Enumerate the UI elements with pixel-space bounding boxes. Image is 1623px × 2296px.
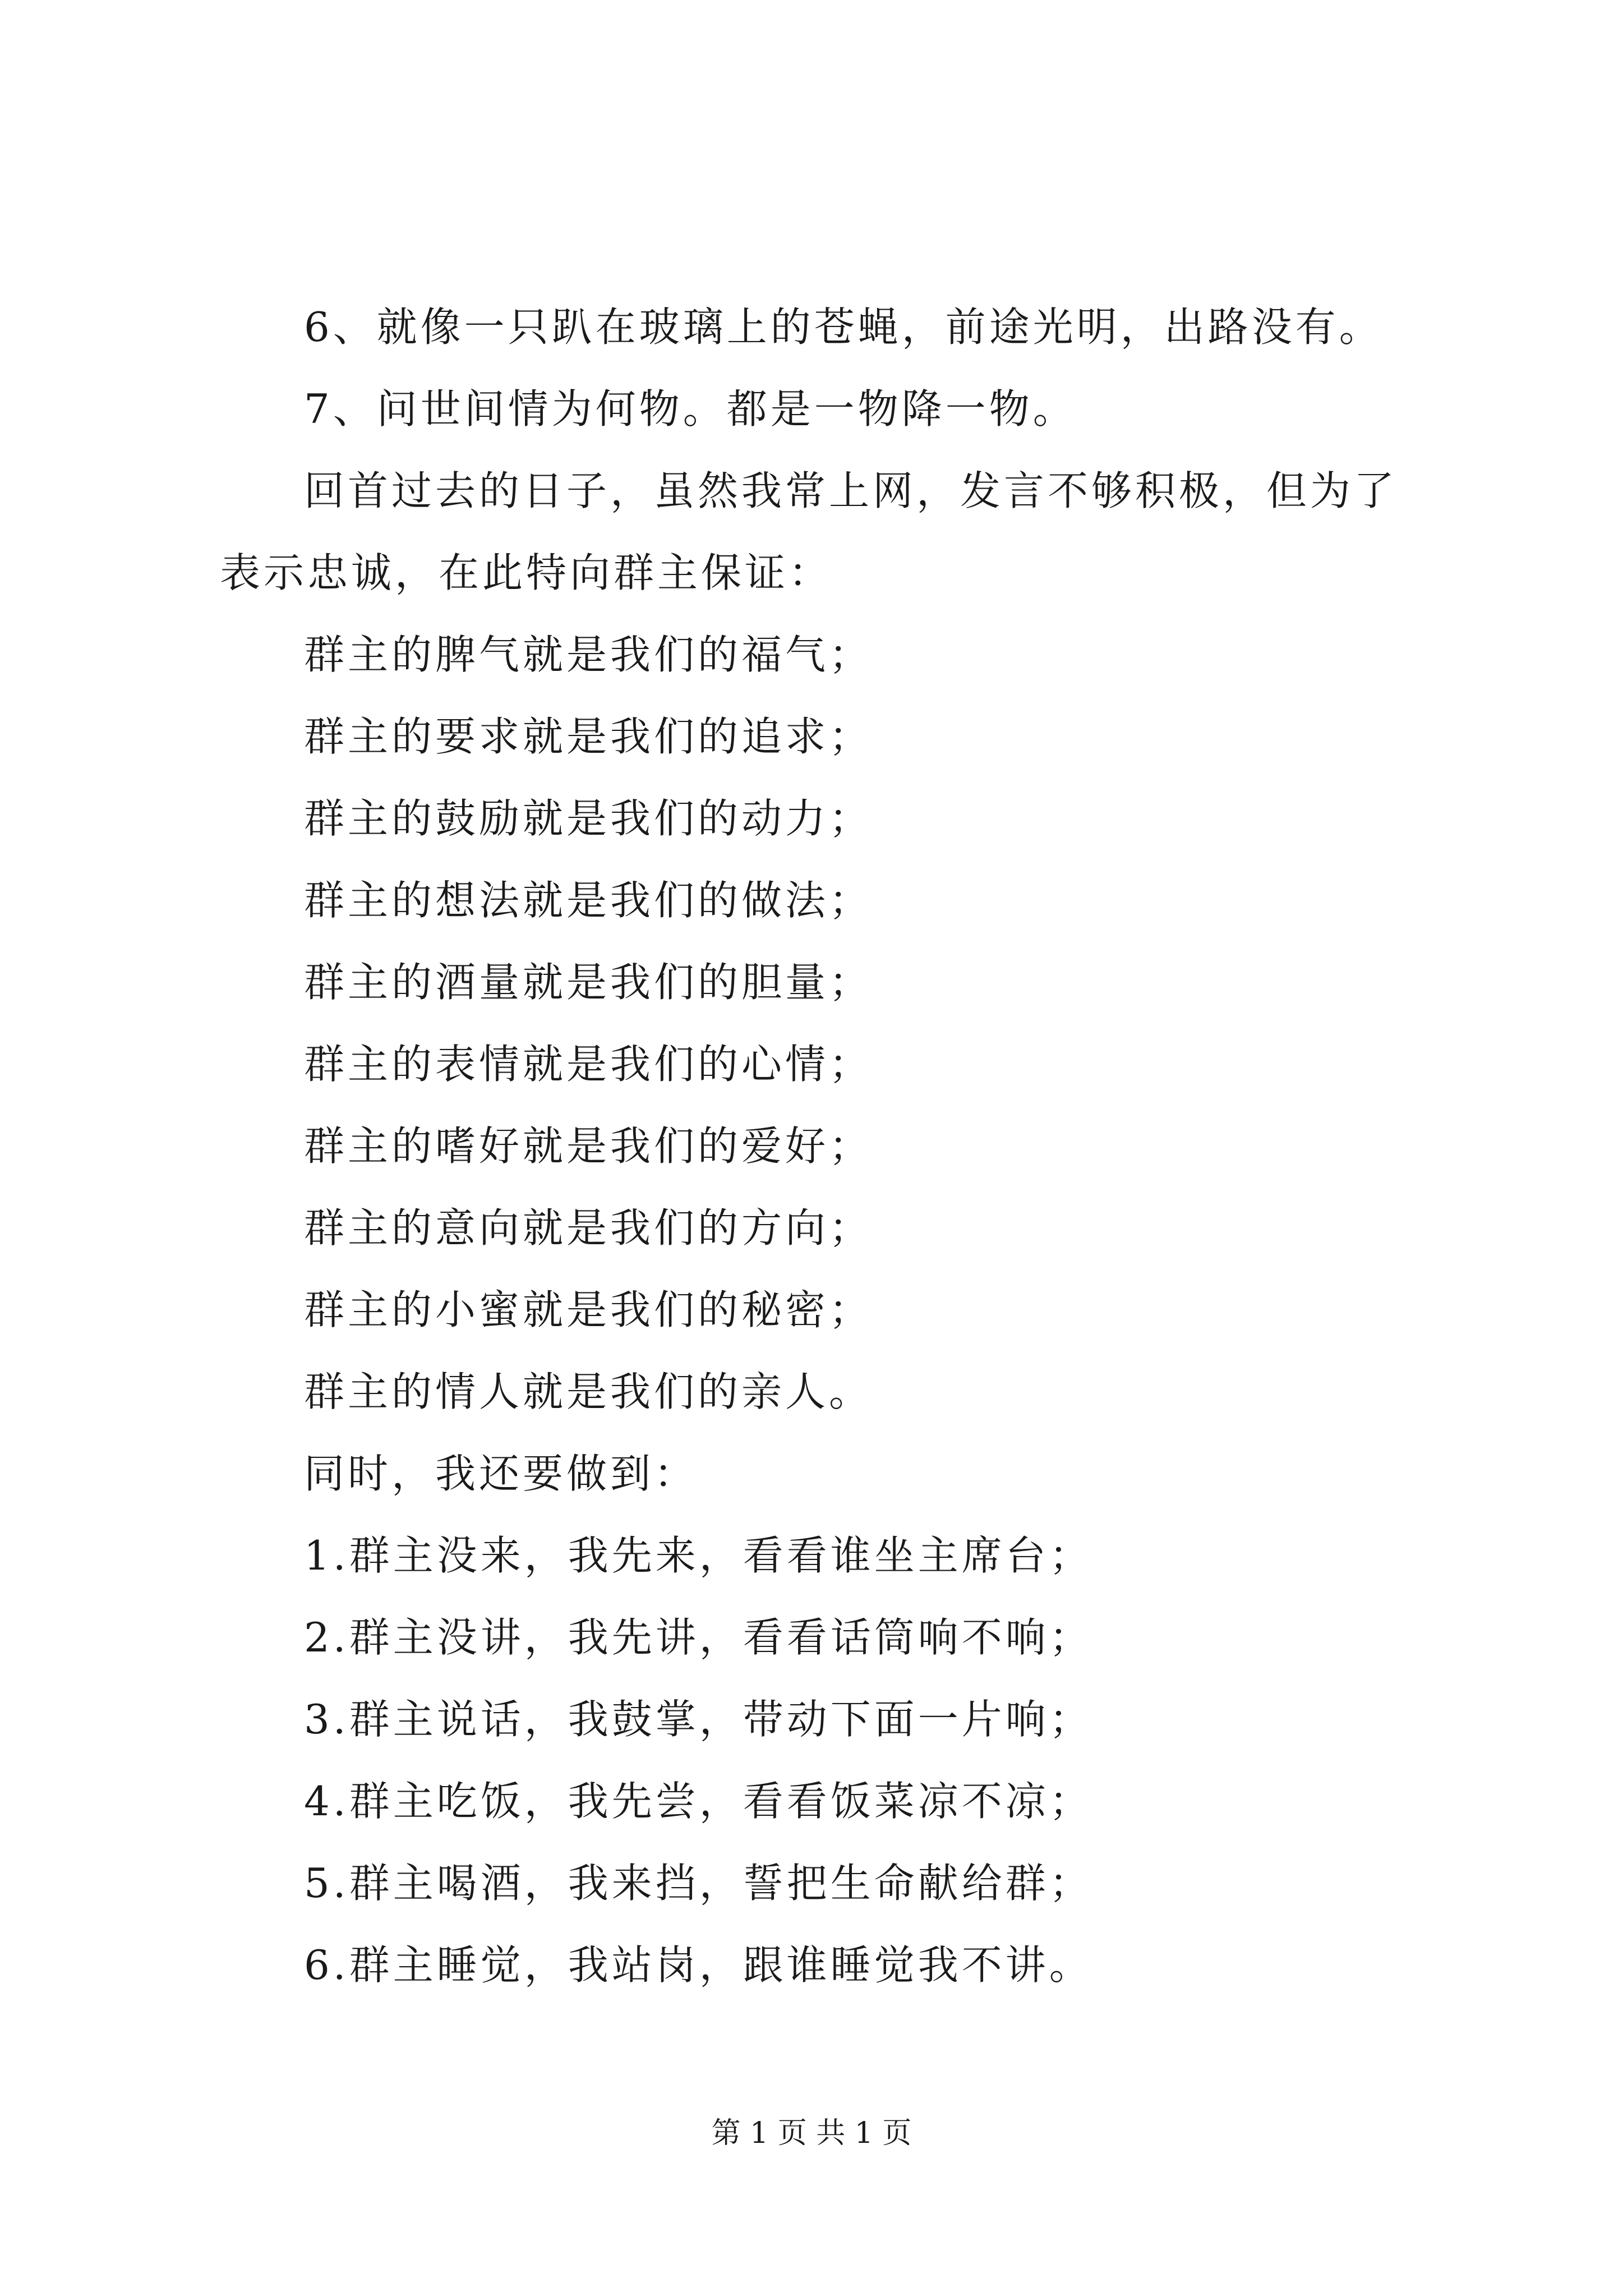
paragraph: 同时，我还要做到： [304,1450,698,1497]
paragraph: 群主的情人就是我们的亲人。 [304,1368,873,1415]
paragraph: 群主的酒量就是我们的胆量； [304,959,873,1006]
paragraph: 群主的嗜好就是我们的爱好； [304,1122,873,1170]
paragraph: 群主的意向就是我们的方向； [304,1204,873,1251]
paragraph: 回首过去的日子，虽然我常上网，发言不够积极，但为了表示忠诚，在此特向群主保证： [220,467,1398,596]
paragraph: 群主的鼓励就是我们的动力； [304,795,873,842]
list-item: 4.群主吃饭，我先尝，看看饭菜凉不凉； [304,1778,1093,1825]
document-body [220,286,1431,2006]
list-item: 2.群主没讲，我先讲，看看话筒响不响； [304,1614,1093,1661]
list-item: 1.群主没来，我先来，看看谁坐主席台； [304,1532,1093,1579]
page-footer: 第 1 页 共 1 页 [711,2116,912,2150]
paragraph: 群主的表情就是我们的心情； [304,1041,873,1088]
paragraph: 群主的小蜜就是我们的秘密； [304,1286,873,1333]
paragraph: 7、问世间情为何物。都是一物降一物。 [304,385,1077,432]
paragraph: 群主的脾气就是我们的福气； [304,631,873,678]
paragraph: 群主的想法就是我们的做法； [304,877,873,924]
list-item: 6.群主睡觉，我站岗，跟谁睡觉我不讲。 [304,1941,1093,1989]
paragraph: 群主的要求就是我们的追求； [304,713,873,760]
paragraph: 6、就像一只趴在玻璃上的苍蝇，前途光明，出路没有。 [304,303,1383,351]
list-item: 5.群主喝酒，我来挡，誓把生命献给群； [304,1860,1093,1907]
list-item: 3.群主说话，我鼓掌，带动下面一片响； [304,1696,1093,1743]
